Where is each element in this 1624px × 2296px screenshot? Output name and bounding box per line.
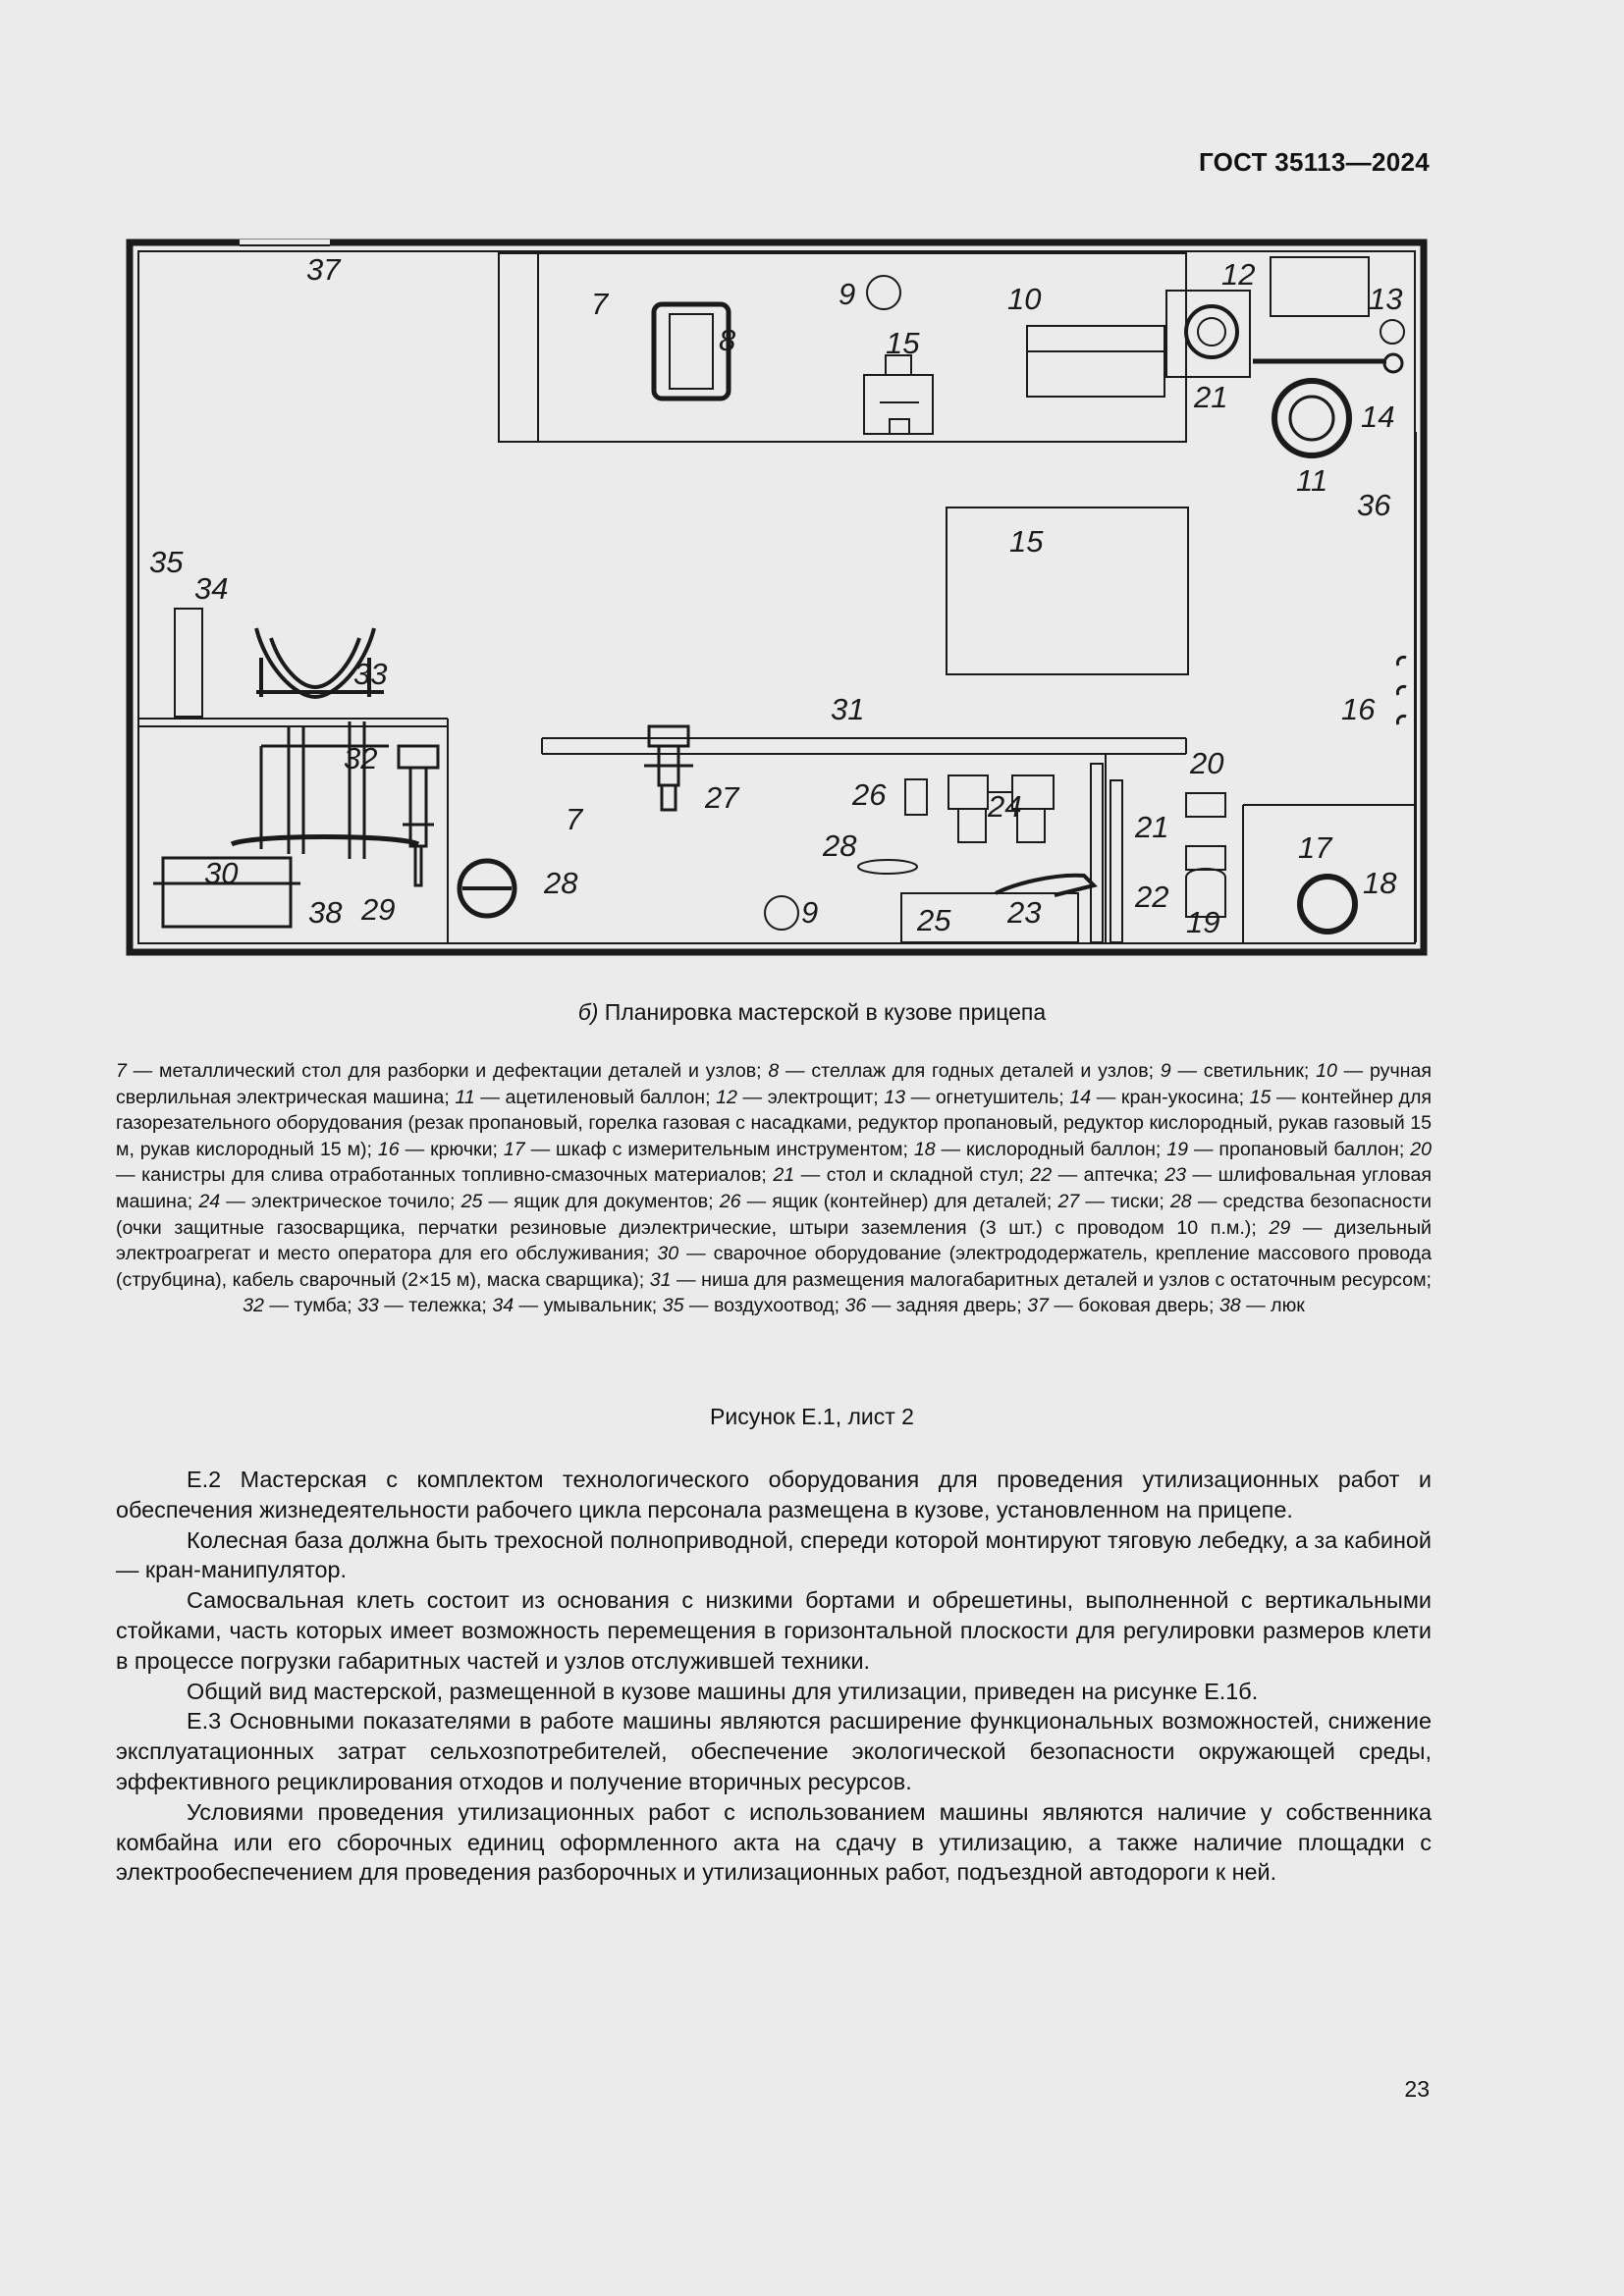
- svg-text:33: 33: [353, 657, 388, 691]
- legend-number: 38: [1218, 1295, 1241, 1317]
- svg-text:24: 24: [988, 789, 1022, 824]
- legend-number: 10: [1316, 1060, 1337, 1082]
- svg-text:12: 12: [1221, 257, 1256, 292]
- legend-number: 18: [913, 1138, 936, 1160]
- legend-text: — шлифовальная угловая машина;: [116, 1164, 1432, 1212]
- legend-number: 29: [1269, 1216, 1291, 1239]
- legend-number: 16: [377, 1138, 400, 1160]
- svg-text:36: 36: [1357, 488, 1391, 522]
- legend-text: — крючки;: [399, 1138, 504, 1160]
- legend-text: — ящик (контейнер) для деталей;: [740, 1190, 1058, 1212]
- legend-text: — стеллаж для годных деталей и узлов;: [779, 1060, 1161, 1082]
- svg-text:10: 10: [1007, 282, 1042, 316]
- legend-number: 28: [1169, 1190, 1192, 1212]
- svg-text:18: 18: [1363, 866, 1397, 900]
- svg-text:30: 30: [204, 856, 239, 890]
- svg-text:28: 28: [544, 866, 578, 900]
- legend-number: 36: [844, 1295, 867, 1317]
- svg-text:13: 13: [1369, 282, 1403, 316]
- svg-text:37: 37: [306, 252, 341, 287]
- legend-number: 19: [1166, 1138, 1189, 1160]
- legend-text: — тиски;: [1079, 1190, 1170, 1212]
- svg-text:7: 7: [591, 287, 609, 321]
- legend-text: — ящик для документов;: [482, 1190, 720, 1212]
- svg-text:34: 34: [194, 571, 229, 606]
- legend-number: 11: [455, 1086, 475, 1108]
- legend-number: 33: [357, 1295, 379, 1317]
- svg-text:38: 38: [308, 895, 343, 930]
- legend-number: 30: [657, 1243, 679, 1265]
- legend-text: — металлический стол для разборки и дефектации деталей и узлов;: [126, 1060, 769, 1082]
- svg-text:14: 14: [1361, 400, 1395, 434]
- svg-text:16: 16: [1341, 692, 1376, 726]
- legend-number: 24: [198, 1190, 221, 1212]
- legend-text: — задняя дверь;: [866, 1295, 1028, 1317]
- svg-text:7: 7: [566, 802, 583, 836]
- legend-number: 8: [768, 1060, 780, 1082]
- legend-number: 12: [716, 1086, 737, 1108]
- svg-text:23: 23: [1007, 895, 1042, 930]
- plan-legend: [116, 1058, 1432, 1319]
- svg-text:31: 31: [831, 692, 865, 726]
- caption-letter: б): [577, 999, 599, 1025]
- angle-grinder-23: [996, 876, 1094, 895]
- svg-text:35: 35: [149, 545, 184, 579]
- paragraph: Е.2 Мастерская с комплектом технологического оборудования для проведения утилизационных работ и обеспечения жизнедеятельности рабочего цикла персонала размещена в кузове, установленном на прицепе.: [116, 1467, 1432, 1522]
- legend-number: 7: [116, 1060, 127, 1082]
- gas-container-15-top: [864, 375, 933, 434]
- workshop-floor-plan: [124, 236, 1430, 967]
- figure-title: Рисунок Е.1, лист 2: [710, 1404, 914, 1429]
- legend-number: 14: [1069, 1086, 1092, 1108]
- paragraph: Колесная база должна быть трехосной полноприводной, спереди которой монтируют тяговую лебедку, а за кабиной — кран-манипулятор.: [116, 1526, 1432, 1583]
- paragraph: Условиями проведения утилизационных работ с использованием машины являются наличие у собственника комбайна или его сборочных единиц оформленного акта на сдачу в утилизацию, а также наличие площадки с электрообеспечением для проведения разборочных и утилизационных работ, подъездной автодороги к ней.: [116, 1798, 1432, 1886]
- lamp-9-bottom: [765, 896, 798, 930]
- svg-text:21: 21: [1194, 380, 1228, 414]
- svg-text:15: 15: [1009, 524, 1044, 559]
- legend-number: 13: [884, 1086, 906, 1108]
- page-number: 23: [1404, 2076, 1430, 2102]
- legend-text: — дизельный электроагрегат и место оператора для его обслуживания;: [116, 1216, 1432, 1265]
- legend-number: 35: [662, 1295, 684, 1317]
- svg-text:20: 20: [1190, 746, 1224, 780]
- legend-text: — ручная сверлильная электрическая машина;: [116, 1060, 1432, 1108]
- legend-text: — люк: [1240, 1295, 1305, 1317]
- svg-text:32: 32: [344, 741, 378, 775]
- legend-text: — канистры для слива отработанных топливно-смазочных материалов;: [116, 1164, 774, 1187]
- paragraph: Е.3 Основными показателями в работе машины являются расширение функциональных возможностей, снижение эксплуатационных затрат сельхозпотребителей, обеспечение экологической безопасности окружающей среды, эффективного рециклирования отходов и получение вторичных ресурсов.: [116, 1708, 1432, 1794]
- legend-text: — огнетушитель;: [905, 1086, 1070, 1108]
- svg-text:9: 9: [801, 895, 819, 930]
- shelf-8: [654, 304, 729, 399]
- caption-text: Планировка мастерской в кузове прицепа: [598, 999, 1047, 1025]
- legend-text: — средства безопасности (очки защитные газосварщика, перчатки резиновые диэлектрические, штыри заземления (3 шт.) с проводом 10 п.м.);: [116, 1190, 1432, 1239]
- svg-text:28: 28: [823, 828, 857, 863]
- legend-text: — сварочное оборудование (электрододержатель, крепление массового провода (струбцина), кабель сварочный (2×15 м), маска сварщика);: [116, 1243, 1432, 1291]
- legend-number: 31: [649, 1268, 672, 1291]
- legend-number: 37: [1027, 1295, 1049, 1317]
- paragraph: Общий вид мастерской, размещенной в кузове машины для утилизации, приведен на рисунке Е.1б.: [187, 1678, 1259, 1704]
- legend-number: 26: [719, 1190, 741, 1212]
- legend-number: 20: [1410, 1138, 1432, 1160]
- svg-text:17: 17: [1298, 830, 1332, 865]
- legend-text: — тумба;: [263, 1295, 358, 1317]
- drill-10: [1027, 326, 1164, 397]
- legend-text: — контейнер для газорезательного оборудования (резак пропановый, горелка газовая с насадками, редуктор пропановый, редуктор кислородный, рукав газовый 15 м, рукав кислородный 15 м);: [116, 1086, 1433, 1160]
- legend-text: — боковая дверь;: [1048, 1295, 1219, 1317]
- svg-text:15: 15: [886, 326, 920, 360]
- legend-number: 23: [1164, 1164, 1186, 1187]
- legend-number: 32: [243, 1295, 264, 1317]
- legend-number: 15: [1249, 1086, 1272, 1108]
- oxygen-cylinder-18: [1300, 877, 1355, 932]
- fire-extinguisher-13: [1380, 320, 1404, 344]
- svg-text:26: 26: [852, 777, 887, 812]
- legend-text: — воздухоотвод;: [683, 1295, 845, 1317]
- legend-number: 9: [1160, 1060, 1171, 1082]
- grinder-24: [948, 775, 988, 809]
- legend-text: — тележка;: [378, 1295, 493, 1317]
- paragraph: Самосвальная клеть состоит из основания с низкими бортами и обрешетины, выполненной с вертикальными стойками, часть которых имеет возможность перемещения в горизонтальной плоскости для регулировки размеров клети в процессе погрузки габаритных частей и узлов отслужившей техники.: [116, 1587, 1432, 1674]
- svg-text:19: 19: [1186, 905, 1220, 939]
- legend-text: — ниша для размещения малогабаритных деталей и узлов с остаточным ресурсом;: [671, 1268, 1432, 1291]
- legend-text: — пропановый баллон;: [1188, 1138, 1411, 1160]
- legend-number: 27: [1057, 1190, 1080, 1212]
- svg-text:11: 11: [1296, 463, 1328, 498]
- legend-text: — аптечка;: [1052, 1164, 1165, 1187]
- canister-20: [1186, 793, 1225, 817]
- legend-number: 21: [773, 1164, 795, 1187]
- svg-text:8: 8: [719, 323, 736, 357]
- legend-text: — стол и складной стул;: [794, 1164, 1031, 1187]
- svg-text:27: 27: [705, 780, 739, 815]
- svg-text:21: 21: [1135, 810, 1169, 844]
- lamp-9-top: [867, 276, 900, 309]
- legend-text: — светильник;: [1170, 1060, 1317, 1082]
- plan-caption: [0, 999, 1624, 1026]
- legend-text: — шкаф с измерительным инструментом;: [524, 1138, 914, 1160]
- gas-container-15: [947, 507, 1188, 674]
- document-code-header: ГОСТ 35113—2024: [1198, 147, 1430, 177]
- legend-number: 25: [460, 1190, 483, 1212]
- legend-text: — кислородный баллон;: [935, 1138, 1167, 1160]
- hooks-16: [1397, 657, 1406, 724]
- legend-text: — ацетиленовый баллон;: [474, 1086, 717, 1108]
- pedestal-32: [399, 746, 438, 885]
- legend-text: — электрическое точило;: [220, 1190, 461, 1212]
- svg-text:25: 25: [917, 903, 951, 937]
- acetylene-cylinder-11: [1274, 381, 1349, 455]
- parts-box-26: [905, 779, 927, 815]
- svg-text:29: 29: [361, 892, 396, 927]
- svg-text:9: 9: [839, 277, 856, 311]
- washbasin-34: [175, 609, 202, 717]
- legend-number: 34: [492, 1295, 514, 1317]
- legend-text: — умывальник;: [514, 1295, 663, 1317]
- legend-number: 17: [503, 1138, 525, 1160]
- legend-number: 22: [1030, 1164, 1053, 1187]
- svg-text:22: 22: [1135, 880, 1169, 914]
- legend-text: — электрощит;: [736, 1086, 885, 1108]
- body-text: [116, 1465, 1432, 1888]
- legend-text: — кран-укосина;: [1091, 1086, 1250, 1108]
